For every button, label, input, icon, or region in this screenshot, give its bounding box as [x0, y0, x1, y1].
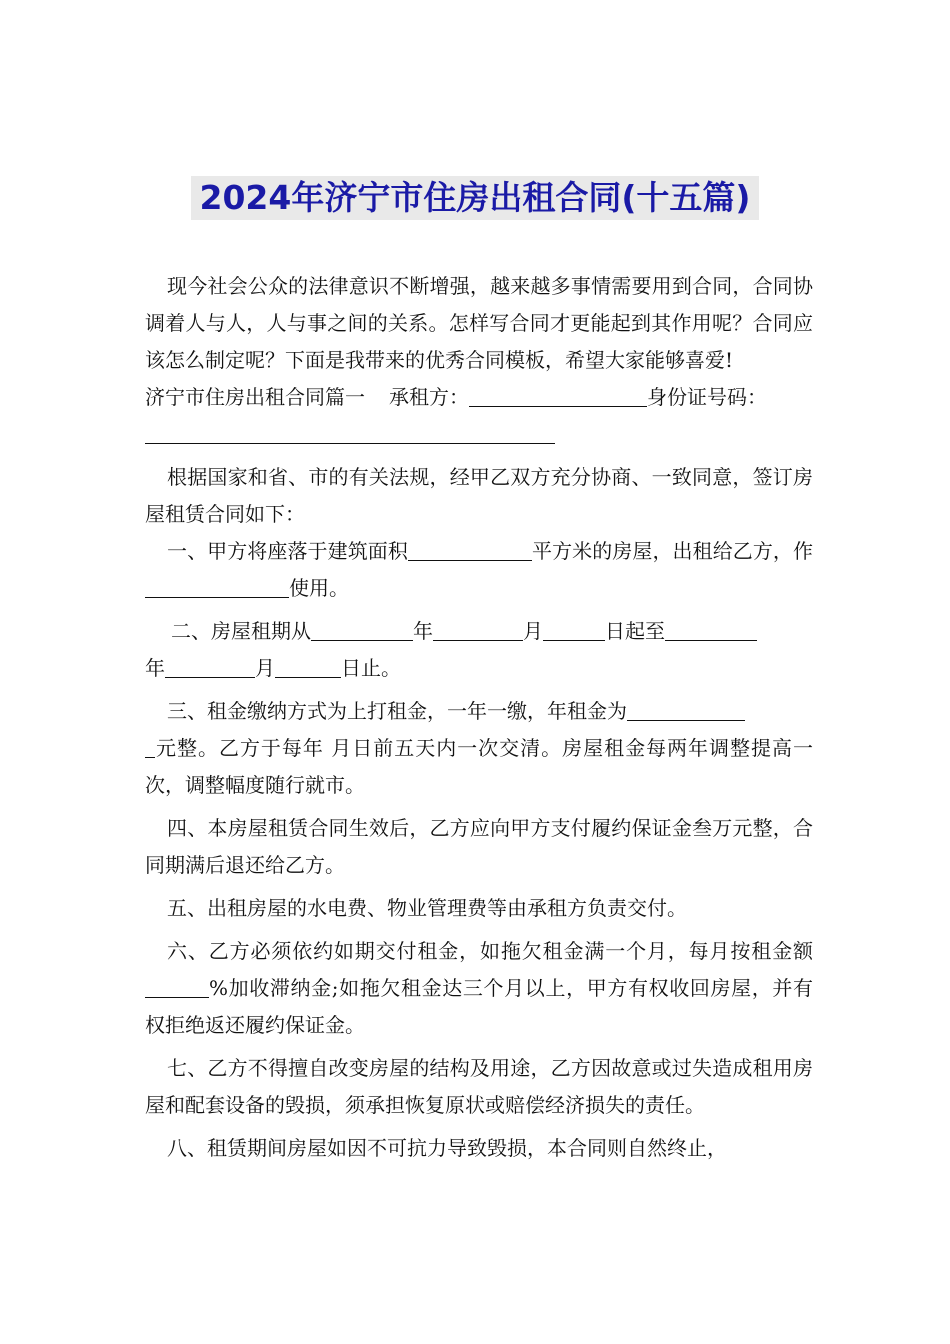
clause-4: 四、本房屋租赁合同生效后，乙方应向甲方支付履约保证金叁万元整，合同期满后退还给乙方。 [145, 816, 813, 877]
clause-2-year2: 年 [145, 656, 165, 680]
end-month-blank [165, 655, 255, 678]
clause-5: 五、出租房屋的水电费、物业管理费等由承租方负责交付。 [167, 896, 687, 920]
area-blank [408, 538, 532, 561]
clause-1-text-c: 使用。 [289, 576, 349, 600]
clause-2-day-to: 日起至 [605, 619, 665, 643]
clause-6-text-a: 六、乙方必须依约如期交付租金，如拖欠租金满一个月，每月按租金额 [167, 939, 813, 963]
clause-8: 八、租赁期间房屋如因不可抗力导致毁损，本合同则自然终止， [167, 1136, 727, 1160]
clause-7: 七、乙方不得擅自改变房屋的结构及用途，乙方因故意或过失造成租用房屋和配套设备的毁损，须承担恢复原状或赔偿经济损失的责任。 [145, 1056, 813, 1117]
start-day-blank [543, 618, 605, 641]
clause-3 [145, 693, 813, 804]
clause-2-month2: 月 [255, 656, 275, 680]
document-body [145, 268, 813, 1167]
clause-2-year: 年 [413, 619, 433, 643]
section1-heading: 济宁市住房出租合同篇一 [145, 385, 365, 409]
annual-rent-blank [627, 698, 745, 721]
clause-2 [145, 613, 813, 687]
clause-2-month: 月 [523, 619, 543, 643]
annual-rent-blank-tail [145, 735, 155, 758]
clause-6-text-b: %加收滞纳金;如拖欠租金达三个月以上，甲方有权收回房屋，并有权拒绝返还履约保证金。 [145, 976, 813, 1037]
start-year-blank [311, 618, 413, 641]
id-label: 身份证号码： [647, 385, 767, 409]
late-fee-blank [145, 975, 209, 998]
start-month-blank [433, 618, 523, 641]
clause-1-text-b: 平方米的房屋，出租给乙方，作 [531, 539, 814, 563]
id-blank [145, 421, 555, 444]
clause-1 [145, 533, 813, 607]
document-title: 2024年济宁市住房出租合同(十五篇) [191, 176, 758, 220]
clause-6 [145, 933, 813, 1044]
end-year-blank [665, 618, 757, 641]
tenant-label: 承租方： [389, 385, 469, 409]
end-day-blank [275, 655, 341, 678]
section1-header-line [145, 379, 813, 453]
title-container [0, 176, 950, 220]
clause-1-text-a: 一、甲方将座落于建筑面积 [167, 539, 408, 563]
clause-2-text-a: 二、房屋租期从 [171, 619, 311, 643]
tenant-blank [469, 384, 647, 407]
intro-paragraph: 现今社会公众的法律意识不断增强，越来越多事情需要用到合同，合同协调着人与人，人与事之间的关系。怎样写合同才更能起到其作用呢？合同应该怎么制定呢？下面是我带来的优秀合同模板，希望大家能够喜爱! [145, 274, 813, 372]
clause-3-text-b: 元整。乙方于每年 月日前五天内一次交清。房屋租金每两年调整提高一次，调整幅度随行就市。 [145, 736, 813, 797]
preamble-paragraph: 根据国家和省、市的有关法规，经甲乙双方充分协商、一致同意，签订房屋租赁合同如下： [145, 465, 813, 526]
usage-blank [145, 575, 289, 598]
clause-2-end: 日止。 [341, 656, 401, 680]
clause-3-text-a: 三、租金缴纳方式为上打租金，一年一缴，年租金为 [167, 699, 627, 723]
